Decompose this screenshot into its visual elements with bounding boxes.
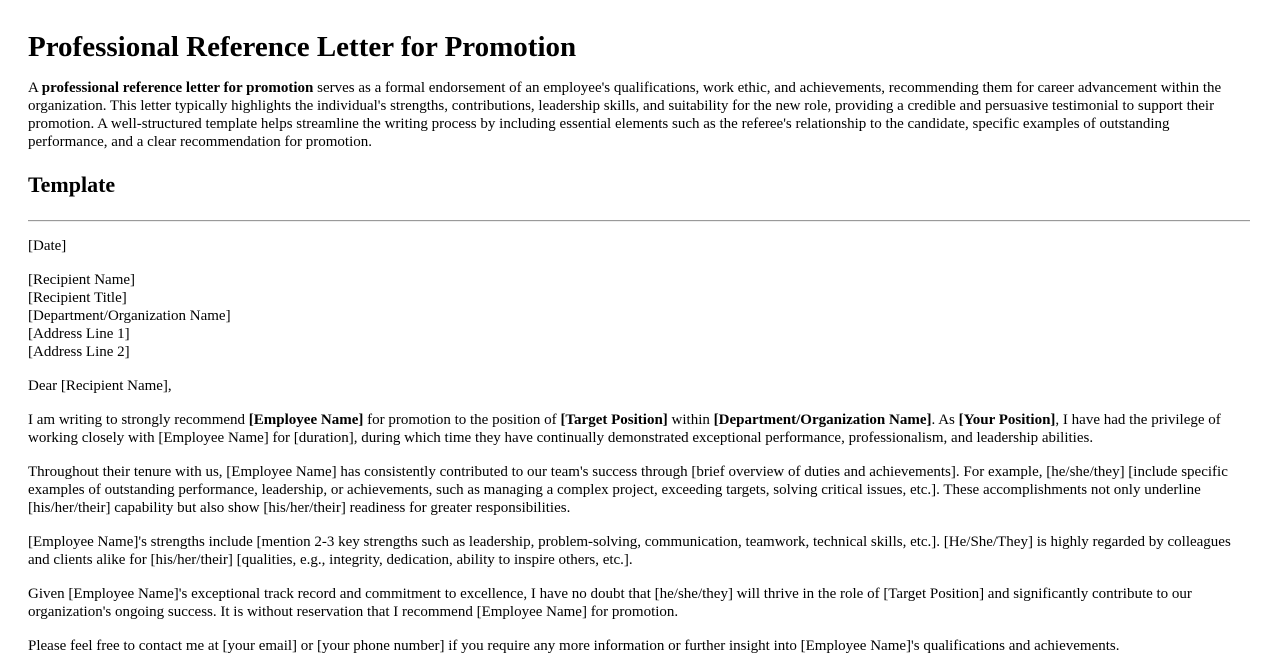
letter-date: [Date] xyxy=(28,238,67,254)
divider xyxy=(28,220,1250,222)
recipient-name: [Recipient Name] xyxy=(28,272,136,288)
salutation: Dear [Recipient Name], xyxy=(28,378,172,394)
p1-employee-name: [Employee Name] xyxy=(248,412,364,428)
recipient-title: [Recipient Title] xyxy=(28,290,127,306)
intro-paragraph xyxy=(28,79,1250,151)
p1-department: [Department/Organization Name] xyxy=(713,412,932,428)
p1-text-4: . As xyxy=(931,412,959,428)
letter-paragraph-5: Please feel free to contact me at [your email] or [your phone number] if you require any more information or further insight into [Employee Name]'s qualifications and achievements. xyxy=(28,638,1120,654)
p1-target-position: [Target Position] xyxy=(560,412,668,428)
document-page xyxy=(28,0,1250,655)
letter-paragraph-4: Given [Employee Name]'s exceptional track record and commitment to excellence, I have no doubt that [he/she/they] will thrive in the role of [Target Position] and significantly contribute to our organization's ongoing success. It is without reservation that I recommend [Employee Name] for promotion. xyxy=(28,586,1192,620)
letter-paragraph-1 xyxy=(28,411,1250,447)
p1-text-2: for promotion to the position of xyxy=(363,412,561,428)
intro-lead: A xyxy=(28,80,42,96)
p1-your-position: [Your Position] xyxy=(958,412,1056,428)
p1-text-1: I am writing to strongly recommend xyxy=(28,412,249,428)
p1-text-5: , I have had the privilege of working closely with [Employee Name] for [duration], during which time they have continually demonstrated exceptional performance, professionalism, and leadership abilities. xyxy=(28,412,1221,446)
recipient-address-line-2: [Address Line 2] xyxy=(28,344,130,360)
intro-bold: professional reference letter for promotion xyxy=(41,80,314,96)
letter-paragraph-2: Throughout their tenure with us, [Employee Name] has consistently contributed to our team's success through [brief overview of duties and achievements]. For example, [he/she/they] [include specific examples of outstanding performance, leadership, or achievements, such as managing a complex project, exceeding targets, solving critical issues, etc.]. These accomplishments not only underline [his/her/their] capability but also show [his/her/their] readiness for greater responsibilities. xyxy=(28,464,1228,516)
template-heading: Template xyxy=(28,172,116,197)
recipient-block xyxy=(28,271,1250,361)
letter-paragraph-3: [Employee Name]'s strengths include [mention 2-3 key strengths such as leadership, problem-solving, communication, teamwork, technical skills, etc.]. [He/She/They] is highly regarded by colleagues and clients alike for [his/her/their] [qualities, e.g., integrity, dedication, ability to inspire others, etc.]. xyxy=(28,534,1231,568)
recipient-address-line-1: [Address Line 1] xyxy=(28,326,130,342)
intro-rest: serves as a formal endorsement of an employee's qualifications, work ethic, and achievements, recommending them for career advancement within the organization. This letter typically highlights the individual's strengths, contributions, leadership skills, and suitability for the new role, providing a credible and persuasive testimonial to support their promotion. A well-structured template helps streamline the writing process by including essential elements such as the referee's relationship to the candidate, specific examples of outstanding performance, and a clear recommendation for promotion. xyxy=(28,80,1222,150)
recipient-department: [Department/Organization Name] xyxy=(28,308,231,324)
page-title: Professional Reference Letter for Promotion xyxy=(28,31,577,63)
p1-text-3: within xyxy=(667,412,714,428)
